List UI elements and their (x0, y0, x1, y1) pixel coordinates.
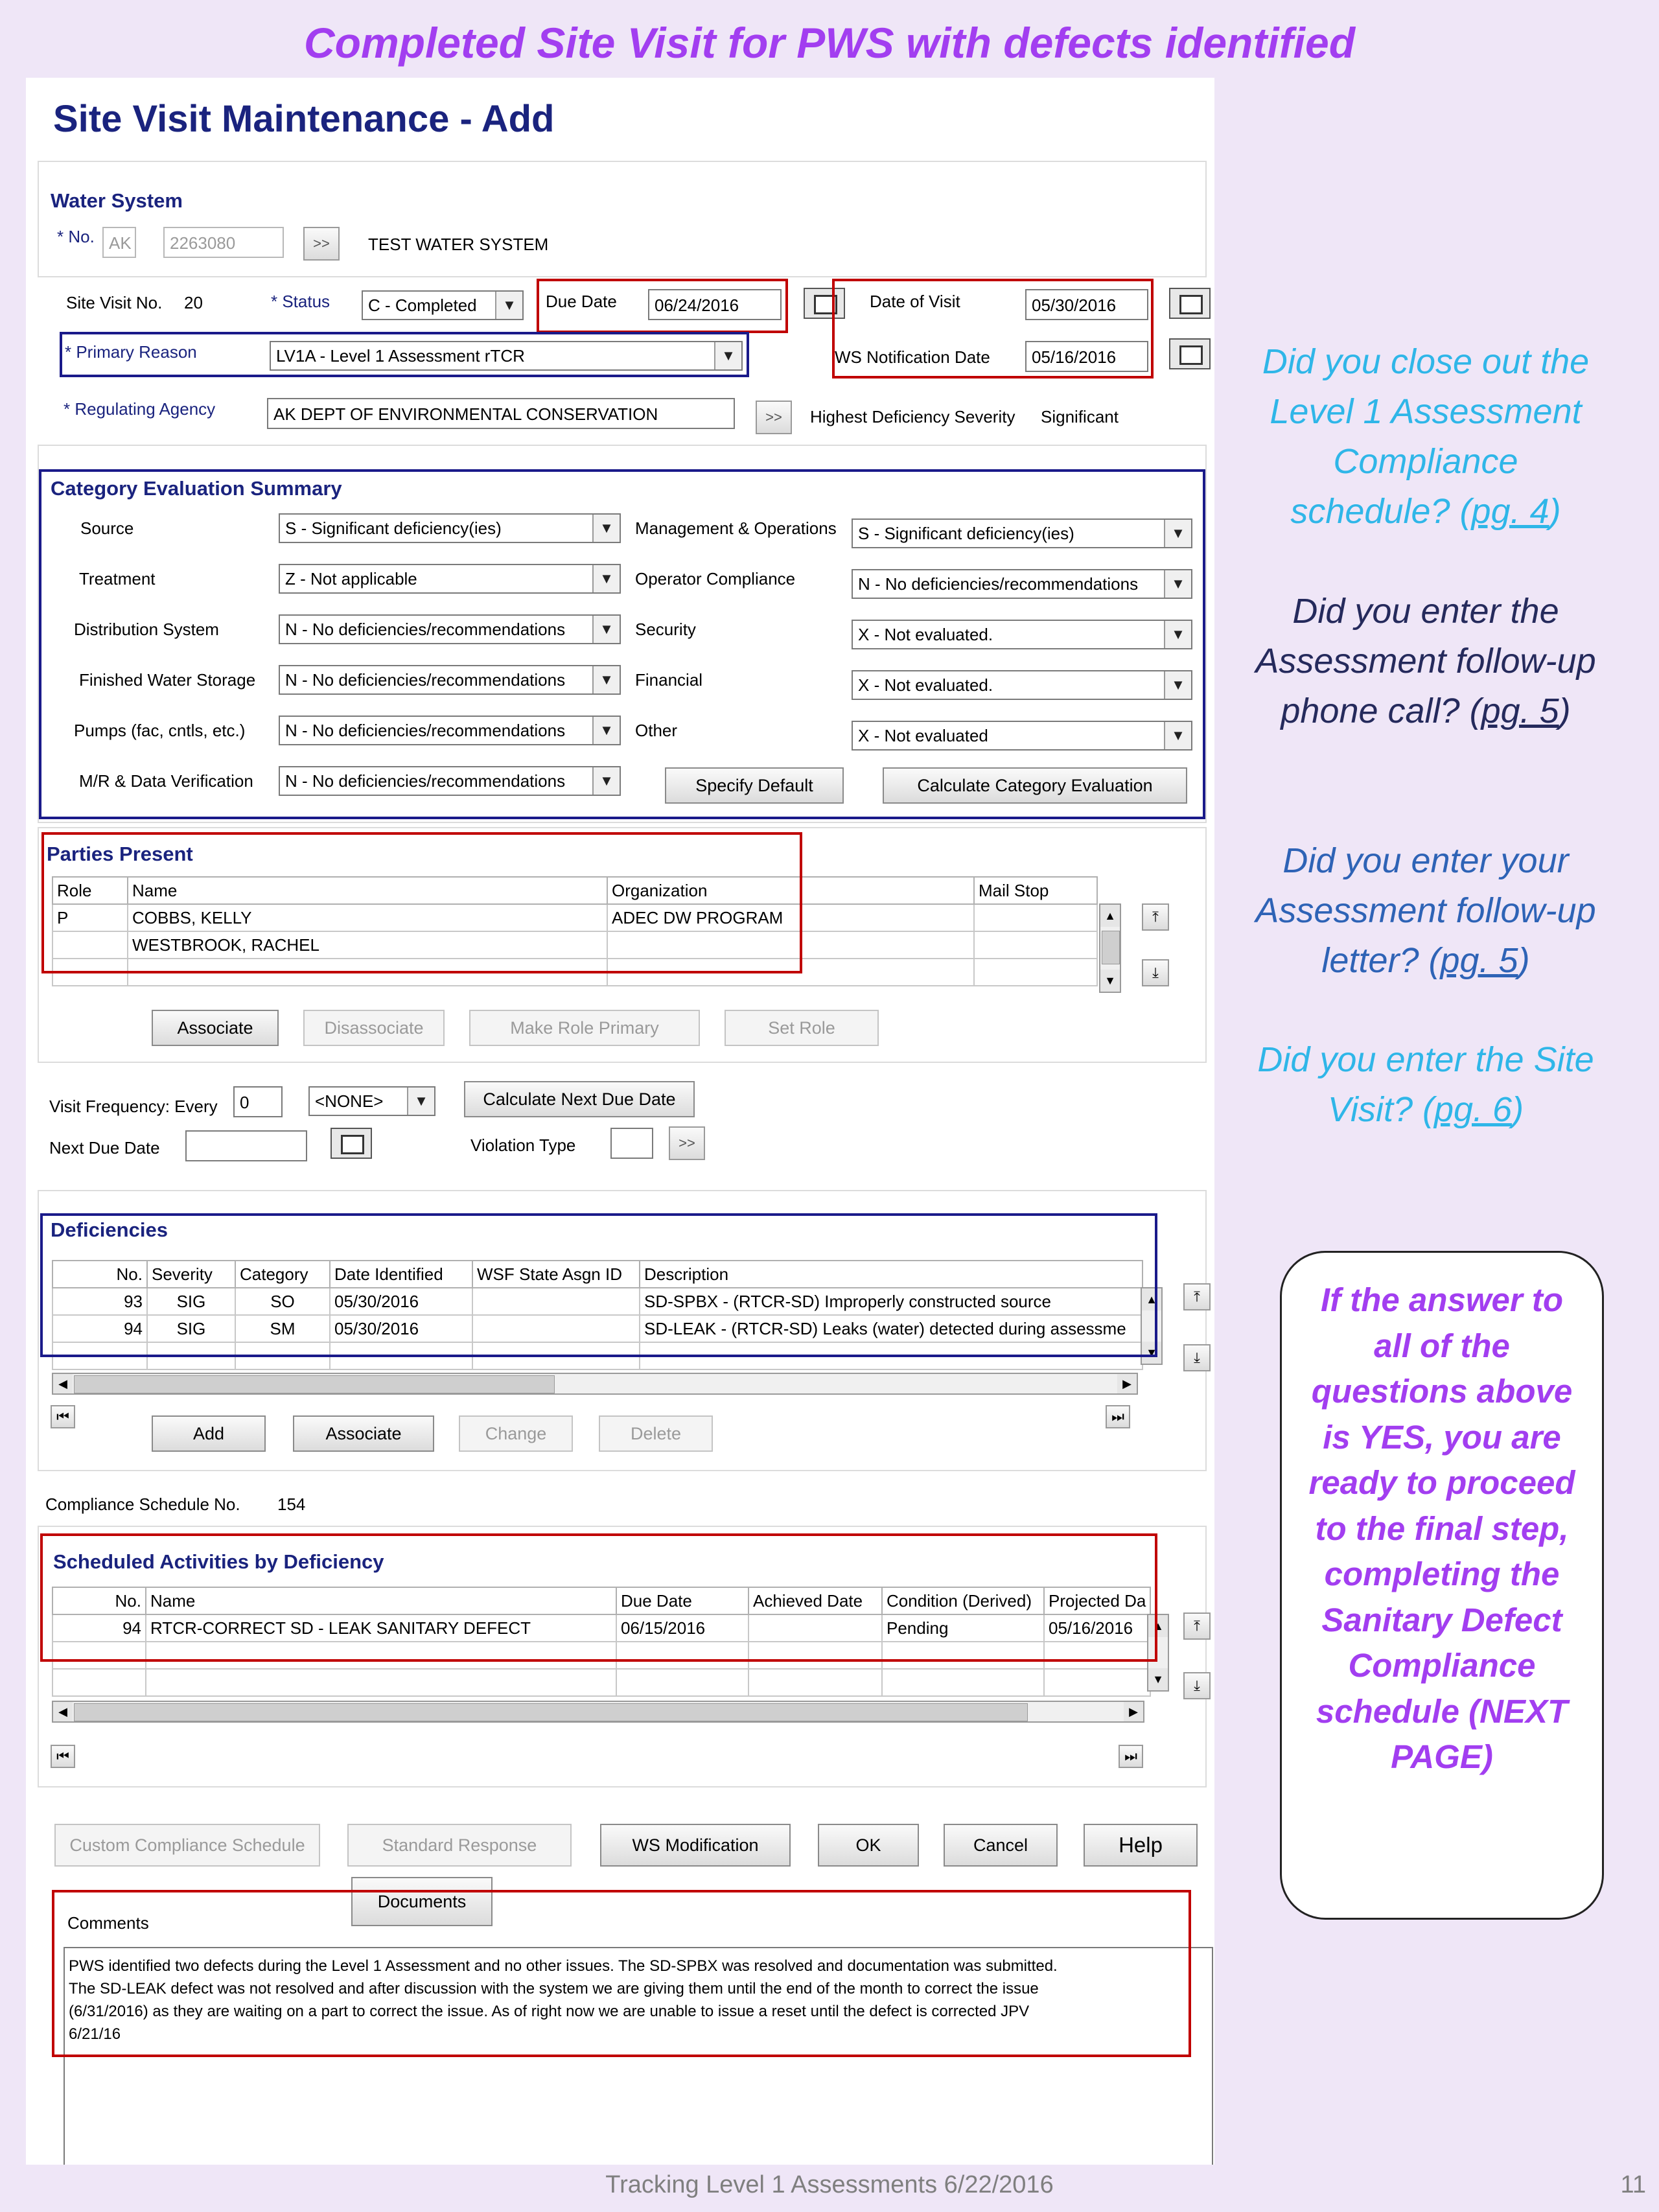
column-header: No. (52, 1587, 146, 1614)
treatment-label: Treatment (79, 569, 156, 588)
site-visit-no-label: Site Visit No. (66, 293, 163, 312)
financial-label: Financial (635, 670, 703, 690)
chevron-down-icon: ▼ (592, 767, 620, 795)
pumps-fac-cntls-etc-select[interactable] (279, 716, 621, 745)
table-cell: ADEC DW PROGRAM (607, 904, 974, 931)
table-cell: WESTBROOK, RACHEL (128, 931, 607, 959)
ws-lookup-button[interactable]: >> (303, 227, 340, 261)
chevron-down-icon: ▼ (1164, 520, 1191, 547)
question-text: Did you enter the Site Visit? ( (1257, 1040, 1594, 1129)
other-value: X - Not evaluated (858, 726, 988, 745)
column-header: Description (640, 1261, 1143, 1288)
page-number: 11 (1620, 2171, 1646, 2198)
chevron-down-icon: ▼ (592, 515, 620, 542)
comment-line: 6/21/16 (69, 2025, 121, 2043)
status-label: * Status (271, 292, 331, 311)
date-of-visit-label: Date of Visit (870, 292, 960, 311)
regulating-agency-label: * Regulating Agency (64, 399, 216, 419)
ws-notification-field[interactable]: 05/16/2016 (1025, 341, 1148, 372)
first-page-icon[interactable]: ⏮ (51, 1745, 75, 1768)
question-close-out (1251, 337, 1601, 537)
help-button[interactable]: Help (1084, 1824, 1198, 1867)
water-system-heading: Water System (51, 189, 183, 212)
source-select[interactable] (279, 513, 621, 543)
column-header: Date Identified (330, 1261, 472, 1288)
specify-default-button[interactable]: Specify Default (665, 767, 844, 804)
financial-value: X - Not evaluated. (858, 675, 993, 695)
regulating-agency-field[interactable]: AK DEPT OF ENVIRONMENTAL CONSERVATION (267, 398, 735, 429)
table-cell: SO (235, 1288, 330, 1315)
scroll-left-icon[interactable]: ◀ (53, 1374, 73, 1393)
scroll-right-icon[interactable]: ▶ (1124, 1702, 1143, 1721)
scroll-up-icon[interactable]: ▲ (1100, 905, 1120, 927)
table-cell: SD-SPBX - (RTCR-SD) Improperly constructed source (640, 1288, 1143, 1315)
column-header: Condition (Derived) (882, 1587, 1044, 1614)
scroll-right-icon[interactable]: ▶ (1117, 1374, 1137, 1393)
operator-compliance-value: N - No deficiencies/recommendations (858, 574, 1139, 594)
associate-party-button[interactable]: Associate (152, 1010, 279, 1046)
ws-name: TEST WATER SYSTEM (368, 235, 549, 254)
treatment-select[interactable] (279, 564, 621, 594)
add-deficiency-button[interactable]: Add (152, 1415, 266, 1452)
comments-label: Comments (67, 1913, 149, 1933)
site-visit-no: 20 (184, 293, 203, 312)
table-cell: SIG (147, 1288, 235, 1315)
column-header: Name (146, 1587, 616, 1614)
move-bottom-icon[interactable]: ⤓ (1183, 1344, 1211, 1371)
table-cell: 93 (52, 1288, 147, 1315)
scroll-down-icon[interactable]: ▼ (1148, 1668, 1168, 1690)
table-cell: SM (235, 1315, 330, 1342)
last-page-icon[interactable]: ⏭ (1119, 1745, 1143, 1768)
parties-highlight (41, 832, 802, 973)
table-cell (974, 959, 1097, 986)
comments-highlight (52, 1890, 1191, 2057)
scroll-thumb[interactable] (74, 1375, 555, 1393)
distribution-system-label: Distribution System (74, 620, 219, 639)
chevron-down-icon: ▼ (714, 342, 741, 369)
other-select[interactable] (852, 721, 1192, 751)
security-label: Security (635, 620, 696, 639)
question-end: ) (1549, 492, 1561, 531)
highest-severity-value: Significant (1041, 407, 1119, 426)
scroll-thumb[interactable] (1102, 931, 1120, 964)
first-page-icon[interactable]: ⏮ (51, 1405, 75, 1428)
ws-modification-button[interactable]: WS Modification (600, 1824, 791, 1867)
primary-reason-highlight (60, 332, 749, 377)
frequency-unit-value: <NONE> (315, 1091, 384, 1111)
move-bottom-icon[interactable]: ⤓ (1142, 959, 1169, 986)
set-role-button[interactable]: Set Role (725, 1010, 879, 1046)
last-page-icon[interactable]: ⏭ (1106, 1405, 1130, 1428)
cancel-button[interactable]: Cancel (944, 1824, 1058, 1867)
column-header: Achieved Date (748, 1587, 882, 1614)
move-bottom-icon[interactable]: ⤓ (1183, 1672, 1211, 1699)
comment-line: (6/31/2016) as they are waiting on a part to correct the issue. As of right now we are unable to issue a reset until the defect is corrected JPV (69, 2003, 1030, 2020)
chevron-down-icon: ▼ (495, 292, 522, 319)
scheduled-hscrollbar[interactable] (52, 1701, 1144, 1723)
question-end: ) (1559, 692, 1571, 730)
scroll-up-icon[interactable]: ▲ (1148, 1615, 1168, 1637)
chevron-down-icon: ▼ (1164, 671, 1191, 699)
pg5-link[interactable]: pg. 5 (1481, 692, 1559, 730)
table-cell: SD-LEAK - (RTCR-SD) Leaks (water) detected during assessme (640, 1315, 1143, 1342)
scroll-down-icon[interactable]: ▼ (1142, 1342, 1161, 1364)
column-header: No. (52, 1261, 147, 1288)
due-date-label: Due Date (546, 292, 617, 311)
column-header: WSF State Asgn ID (472, 1261, 640, 1288)
question-follow-up-letter (1251, 836, 1601, 986)
parties-vscrollbar[interactable] (1099, 903, 1121, 993)
ok-button[interactable]: OK (818, 1824, 919, 1867)
scheduled-highlight (40, 1533, 1157, 1662)
highest-severity-label: Highest Deficiency Severity (810, 407, 1015, 426)
callout-box: If the answer to all of the questions above is YES, you are ready to proceed to the final step, completing the Sanitary Defect Compliance schedule (NEXT PAGE) (1280, 1251, 1604, 1920)
primary-reason-label: * Primary Reason (65, 342, 197, 362)
management-operations-value: S - Significant deficiency(ies) (858, 524, 1074, 543)
deficiencies-hscrollbar[interactable] (52, 1373, 1138, 1395)
next-due-label: Next Due Date (49, 1138, 160, 1158)
ws-prefix-field[interactable]: AK (102, 227, 136, 258)
table-cell (974, 931, 1097, 959)
calculate-next-due-button[interactable]: Calculate Next Due Date (464, 1081, 695, 1117)
status-select[interactable] (362, 290, 524, 320)
deficiencies-heading: Deficiencies (51, 1218, 168, 1241)
question-text: Did you close out the Level 1 Assessment Compliance schedule? ( (1262, 342, 1590, 531)
column-header: Category (235, 1261, 330, 1288)
question-end: ) (1512, 1090, 1524, 1129)
column-header: Organization (607, 877, 974, 904)
pg5-link[interactable]: pg. 5 (1440, 941, 1518, 980)
security-value: X - Not evaluated. (858, 625, 993, 644)
violation-type-label: Violation Type (470, 1135, 576, 1155)
table-cell: 94 (52, 1614, 146, 1642)
move-top-icon[interactable]: ⤒ (1183, 1612, 1211, 1640)
management-operations-label: Management & Operations (635, 518, 837, 538)
window-title: Site Visit Maintenance - Add (53, 98, 555, 140)
violation-type-field[interactable] (610, 1128, 653, 1159)
slide-title: Completed Site Visit for PWS with defects identified (303, 19, 1356, 67)
column-header: Projected Da (1044, 1587, 1150, 1614)
table-cell: P (52, 904, 128, 931)
ws-notification-label: WS Notification Date (835, 347, 990, 367)
table-cell (1044, 1669, 1150, 1696)
m-r-data-verification-select[interactable] (279, 766, 621, 796)
chevron-down-icon: ▼ (1164, 570, 1191, 598)
next-due-calendar-icon[interactable] (331, 1128, 372, 1159)
violation-lookup-button[interactable]: >> (669, 1126, 705, 1160)
disassociate-button[interactable]: Disassociate (303, 1010, 445, 1046)
table-cell: COBBS, KELLY (128, 904, 607, 931)
frequency-unit-select[interactable] (308, 1086, 435, 1116)
pumps-fac-cntls-etc-label: Pumps (fac, cntls, etc.) (74, 721, 246, 740)
scroll-down-icon[interactable]: ▼ (1100, 970, 1120, 992)
question-phone-call (1251, 587, 1601, 736)
table-cell: 06/15/2016 (616, 1614, 748, 1642)
table-cell (748, 1669, 882, 1696)
table-cell (52, 1669, 146, 1696)
financial-select[interactable] (852, 670, 1192, 700)
make-role-primary-button[interactable]: Make Role Primary (469, 1010, 700, 1046)
standard-response-button[interactable]: Standard Response (347, 1824, 572, 1867)
change-deficiency-button[interactable]: Change (459, 1415, 573, 1452)
empty-row (52, 1669, 1150, 1696)
chevron-down-icon: ▼ (592, 565, 620, 592)
parties-heading: Parties Present (47, 843, 193, 865)
calculate-category-button[interactable]: Calculate Category Evaluation (883, 767, 1187, 804)
column-header: Role (52, 877, 128, 904)
source-label: Source (80, 518, 134, 538)
table-cell: 05/30/2016 (330, 1288, 472, 1315)
question-text: Did you enter your Assessment follow-up letter? ( (1255, 841, 1596, 980)
other-label: Other (635, 721, 678, 740)
chevron-down-icon: ▼ (1164, 722, 1191, 749)
date-of-visit-field[interactable]: 05/30/2016 (1025, 289, 1148, 320)
distribution-system-value: N - No deficiencies/recommendations (285, 620, 566, 639)
next-due-field[interactable] (185, 1130, 307, 1161)
ws-number-field[interactable]: 2263080 (163, 227, 284, 258)
table-cell: 05/30/2016 (330, 1315, 472, 1342)
table-cell: 05/16/2016 (1044, 1614, 1150, 1642)
table-cell: RTCR-CORRECT SD - LEAK SANITARY DEFECT (146, 1614, 616, 1642)
scroll-left-icon[interactable]: ◀ (53, 1702, 73, 1721)
scroll-thumb[interactable] (74, 1703, 1028, 1721)
deficiencies-highlight (40, 1213, 1157, 1357)
operator-compliance-select[interactable] (852, 569, 1192, 599)
custom-compliance-button[interactable]: Custom Compliance Schedule (54, 1824, 320, 1867)
associate-deficiency-button[interactable]: Associate (293, 1415, 434, 1452)
finished-water-storage-value: N - No deficiencies/recommendations (285, 670, 566, 690)
table-cell (146, 1669, 616, 1696)
due-date-field[interactable]: 06/24/2016 (648, 289, 782, 320)
category-eval-heading: Category Evaluation Summary (51, 477, 342, 500)
operator-compliance-label: Operator Compliance (635, 569, 796, 588)
comment-line: PWS identified two defects during the Level 1 Assessment and no other issues. The SD-SPBX was resolved and documentation was submitted. (69, 1957, 1058, 1975)
table-cell: 94 (52, 1315, 147, 1342)
compliance-schedule-no: 154 (277, 1495, 306, 1514)
visit-frequency-label: Visit Frequency: Every (49, 1097, 218, 1116)
table-cell (616, 1669, 748, 1696)
primary-reason-value: LV1A - Level 1 Assessment rTCR (276, 346, 525, 366)
pg4-link[interactable]: pg. 4 (1471, 492, 1549, 531)
slide-footer: Tracking Level 1 Assessments 6/22/2016 (605, 2171, 1054, 2198)
finished-water-storage-label: Finished Water Storage (79, 670, 256, 690)
ws-no-label: * No. (57, 227, 95, 246)
water-system-group (38, 161, 1207, 277)
column-header: Severity (147, 1261, 235, 1288)
chevron-down-icon: ▼ (1164, 621, 1191, 648)
visit-frequency-field[interactable]: 0 (233, 1086, 283, 1117)
scroll-up-icon[interactable]: ▲ (1142, 1288, 1161, 1310)
m-r-data-verification-value: N - No deficiencies/recommendations (285, 771, 566, 791)
pumps-fac-cntls-etc-value: N - No deficiencies/recommendations (285, 721, 566, 740)
finished-water-storage-select[interactable] (279, 665, 621, 695)
table-cell: SIG (147, 1315, 235, 1342)
table-cell: Pending (882, 1614, 1044, 1642)
notification-calendar-icon[interactable] (1169, 338, 1211, 369)
table-cell (974, 904, 1097, 931)
chevron-down-icon: ▼ (592, 717, 620, 744)
source-value: S - Significant deficiency(ies) (285, 518, 502, 538)
question-site-visit (1251, 1035, 1601, 1135)
management-operations-select[interactable] (852, 518, 1192, 548)
move-top-icon[interactable]: ⤒ (1183, 1283, 1211, 1310)
chevron-down-icon: ▼ (592, 666, 620, 693)
question-text: Did you enter the Assessment follow-up phone call? ( (1255, 592, 1596, 730)
question-end: ) (1518, 941, 1530, 980)
visit-date-calendar-icon[interactable] (1169, 288, 1211, 319)
scheduled-heading: Scheduled Activities by Deficiency (53, 1550, 384, 1573)
move-top-icon[interactable]: ⤒ (1142, 903, 1169, 931)
distribution-system-select[interactable] (279, 614, 621, 644)
pg6-link[interactable]: pg. 6 (1433, 1090, 1513, 1129)
agency-lookup-button[interactable]: >> (756, 401, 792, 434)
documents-button[interactable]: Documents (351, 1877, 493, 1926)
chevron-down-icon: ▼ (407, 1088, 434, 1115)
security-select[interactable] (852, 620, 1192, 649)
status-value: C - Completed (368, 296, 477, 315)
comment-line: The SD-LEAK defect was not resolved and after discussion with the system we are giving them until the end of the month to correct the issue (69, 1980, 1039, 1997)
chevron-down-icon: ▼ (592, 616, 620, 643)
delete-deficiency-button[interactable]: Delete (599, 1415, 713, 1452)
compliance-schedule-label: Compliance Schedule No. (45, 1495, 240, 1514)
column-header: Mail Stop (974, 877, 1097, 904)
column-header: Due Date (616, 1587, 748, 1614)
visit-dates-highlight (832, 279, 1154, 378)
m-r-data-verification-label: M/R & Data Verification (79, 771, 253, 791)
table-cell (882, 1669, 1044, 1696)
due-date-highlight (537, 279, 788, 333)
column-header: Name (128, 877, 607, 904)
treatment-value: Z - Not applicable (285, 569, 417, 588)
